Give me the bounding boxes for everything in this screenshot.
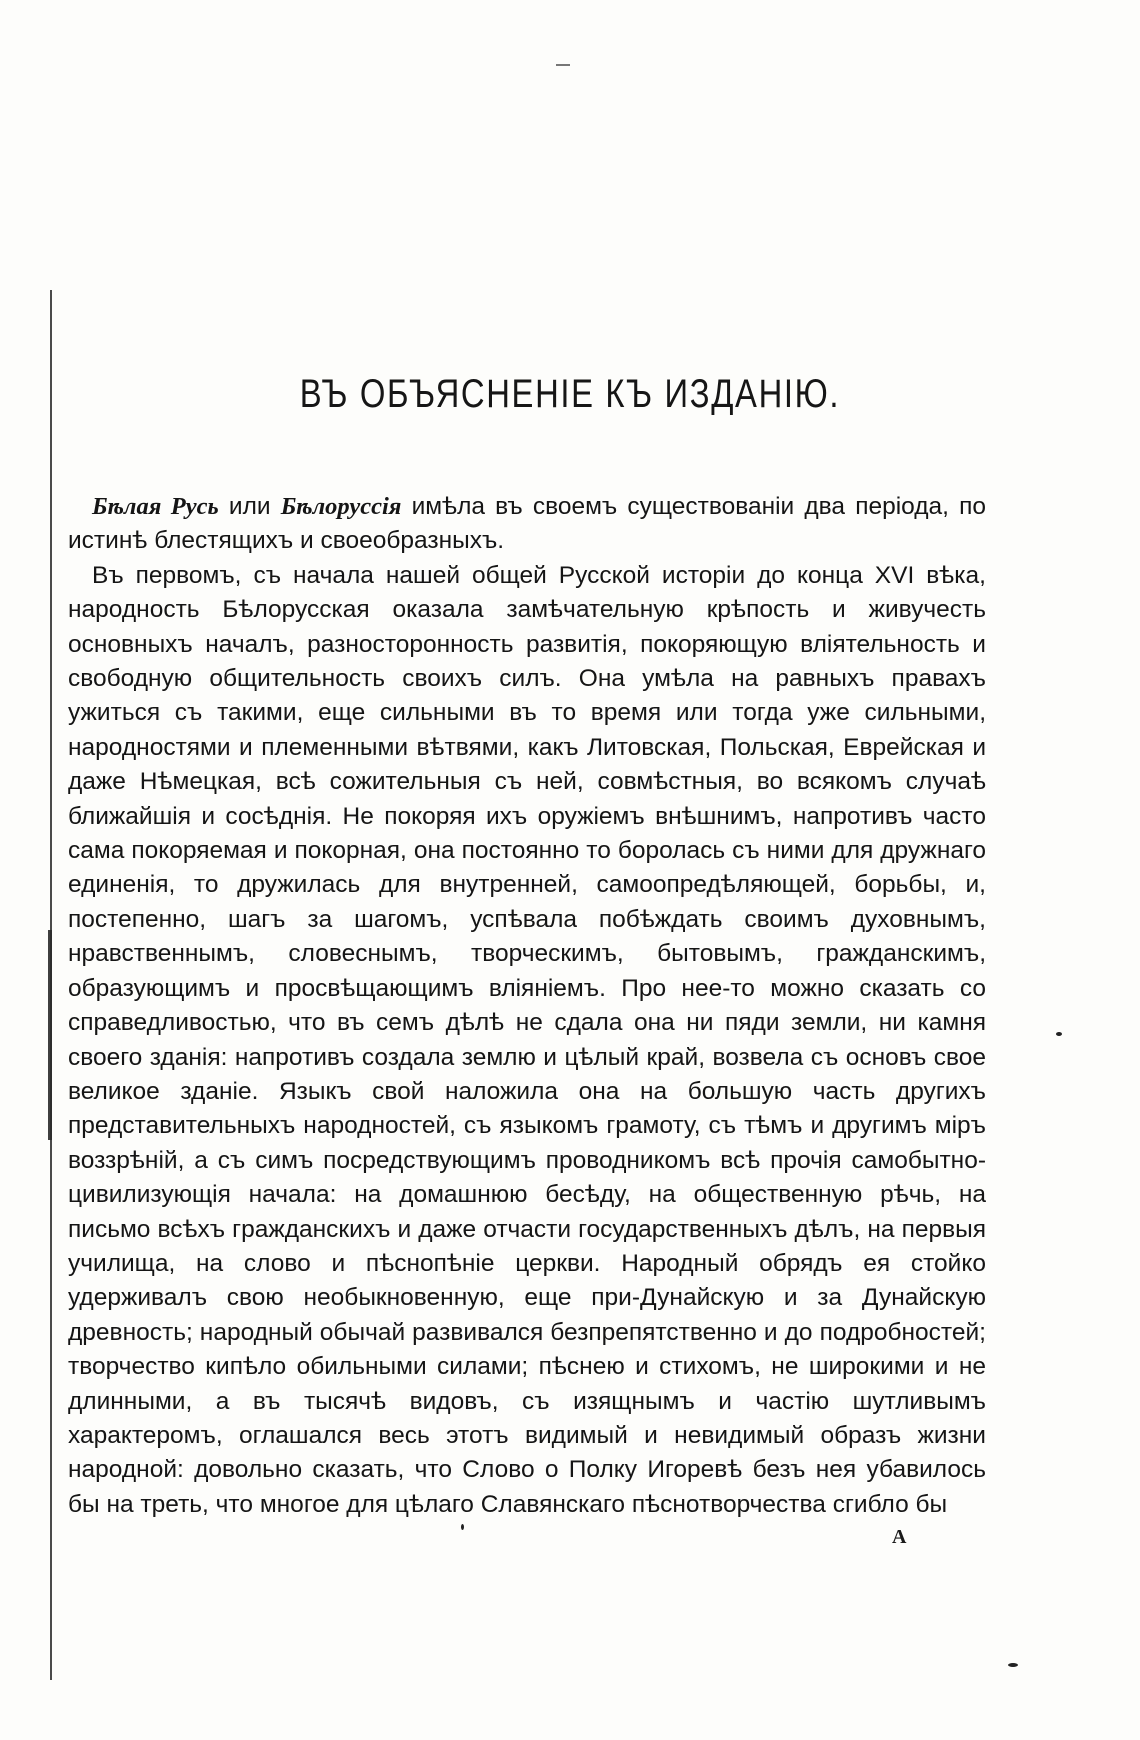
term-belorussiya: Бѣлоруссія — [280, 493, 402, 520]
paragraph-intro — [68, 490, 986, 559]
scan-speck — [1056, 1032, 1062, 1036]
scan-edge-line-thick — [48, 930, 52, 1140]
intro-rest: имѣла въ своемъ существованіи два періода, по истинѣ блестящихъ и своеобразныхъ. — [68, 493, 987, 555]
scan-mark — [556, 64, 570, 66]
scan-speck — [461, 1524, 464, 1530]
signature-mark: A — [892, 1526, 907, 1548]
page-title: ВЪ ОБЪЯСНЕНІЕ КЪ ИЗДАНІЮ. — [299, 372, 841, 416]
scan-speck — [1008, 1663, 1018, 1667]
body-text — [68, 490, 986, 1522]
intro-connector: или — [218, 493, 281, 520]
paragraph-main: Въ первомъ, съ начала нашей общей Русской исторіи до конца XVI вѣка, народность Бѣлорусская оказала замѣчательную крѣпость и живучесть основныхъ началъ, разносторонность развитія, покоряющую вліятельность и свободную общительность своихъ силъ. Она умѣла на равныхъ правахъ ужиться съ такими, еще сильными въ то время или тогда уже сильными, народностями и племенными вѣтвями, какъ Литовская, Польская, Еврейская и даже Нѣмецкая, всѣ сожительныя съ ней, совмѣстныя, во всякомъ случаѣ ближайшія и сосѣднія. Не покоряя ихъ оружіемъ внѣшнимъ, напротивъ часто сама покоряемая и покорная, она постоянно то боролась съ ними для дружнаго единенія, то дружилась для внутренней, самоопредѣляющей, борьбы, и, постепенно, шагъ за шагомъ, успѣвала побѣждать своимъ духовнымъ, нравственнымъ, словеснымъ, творческимъ, бытовымъ, гражданскимъ, образующимъ и просвѣщающимъ вліяніемъ. Про нее-то можно сказать со справедливостью, что въ семъ дѣлѣ не сдала она ни пяди земли, ни камня своего зданія: напротивъ создала землю и цѣлый край, возвела съ основъ свое великое зданіе. Языкъ свой наложила она на большую часть другихъ представительныхъ народностей, съ языкомъ грамоту, съ тѣмъ и другимъ міръ воззрѣній, а съ симъ посредствующимъ проводникомъ всѣ прочія самобытно-цивилизующія начала: на домашнюю бесѣду, на общественную рѣчь, на письмо всѣхъ гражданскихъ и даже отчасти государственныхъ дѣлъ, на первыя училища, на слово и пѣснопѣніе церкви. Народный обрядъ ея стойко удерживалъ свою необыкновенную, еще при-Дунайскую и за Дунайскую древность; народный обычай развивался безпрепятственно и до подробностей; творчество кипѣло обильными силами; пѣснею и стихомъ, не широкими и не длинными, а въ тысячѣ видовъ, съ изящнымъ и частію шутливымъ характеромъ, оглашался весь этотъ видимый и невидимый образъ жизни народной: довольно сказать, что Слово о Полку Игоревѣ безъ нея убавилось бы на треть, что многое для цѣлаго Славянскаго пѣснотворчества сгибло бы — [68, 561, 986, 1518]
term-belaya-rus: Бѣлая Русь — [92, 493, 219, 520]
